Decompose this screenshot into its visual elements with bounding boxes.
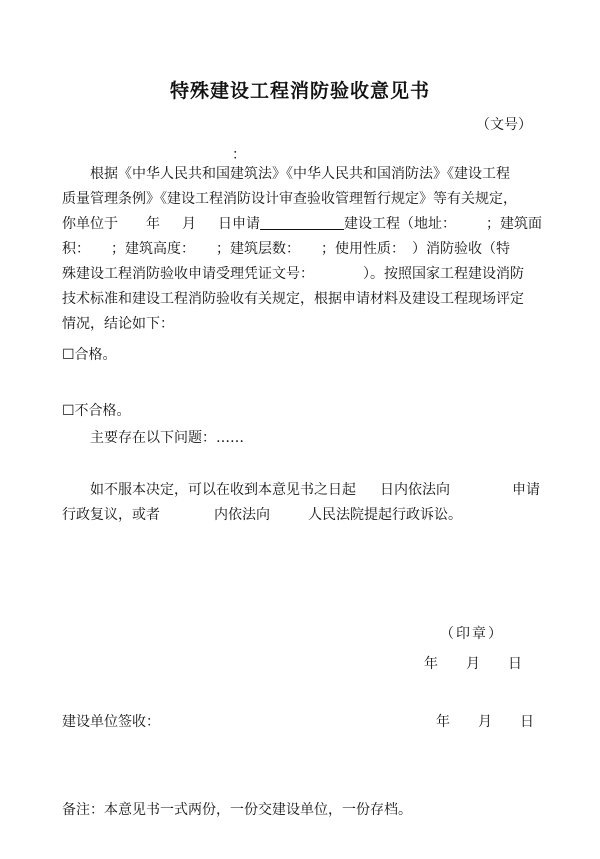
issues-line: 主要存在以下问题：…… bbox=[90, 430, 244, 446]
day-label: 日 bbox=[508, 656, 522, 672]
paragraph-line: 技术标准和建设工程消防验收有关规定，根据申请材料及建设工程现场评定 bbox=[62, 291, 524, 307]
year-label: 年 bbox=[146, 216, 160, 232]
paragraph-line-appeal bbox=[62, 478, 560, 503]
note-text: 备注：本意见书一式两份，一份交建设单位，一份存档。 bbox=[62, 802, 412, 818]
main-paragraph bbox=[62, 162, 560, 337]
month-label: 月 bbox=[466, 656, 480, 672]
paragraph-line: 积： ；建筑高度： ；建筑层数： ；使用性质： ）消防验收（特 bbox=[62, 241, 510, 257]
document-title: 特殊建设工程消防验收意见书 bbox=[169, 80, 430, 102]
issue-date bbox=[424, 653, 522, 673]
appeal-paragraph bbox=[62, 478, 560, 528]
text-fragment: 申请 bbox=[512, 482, 540, 498]
sign-date bbox=[436, 711, 534, 731]
seal-label: （印章） bbox=[440, 626, 504, 642]
option-pass: ☐合格。 bbox=[62, 347, 117, 363]
text-fragment: 内依法向 bbox=[214, 507, 270, 523]
year-label: 年 bbox=[424, 656, 438, 672]
year-label: 年 bbox=[436, 714, 450, 730]
addressee-colon: ： bbox=[232, 147, 246, 163]
sign-label: 建设单位签收： bbox=[62, 714, 160, 730]
text-fragment: 人民法院提起行政诉讼。 bbox=[308, 507, 462, 523]
text-fragment: 日内依法向 bbox=[380, 482, 450, 498]
paragraph-line: 殊建设工程消防验收申请受理凭证文号： ）。按照国家工程建设消防 bbox=[62, 266, 524, 282]
text-fragment: 行政复议，或者 bbox=[62, 507, 160, 523]
option-fail: ☐不合格。 bbox=[62, 403, 131, 419]
paragraph-line-application bbox=[62, 212, 560, 237]
project-name-blank bbox=[260, 214, 344, 230]
day-label: 日申请 bbox=[218, 216, 260, 232]
text-fragment: 你单位于 bbox=[62, 216, 118, 232]
document-number: （文号） bbox=[476, 117, 532, 133]
text-fragment: 如不服本决定，可以在收到本意见书之日起 bbox=[90, 482, 356, 498]
paragraph-line: 情况，结论如下： bbox=[62, 316, 174, 332]
paragraph-line: 根据《中华人民共和国建筑法》《中华人民共和国消防法》《建设工程 bbox=[90, 166, 510, 182]
text-fragment: 建设工程（地址： bbox=[344, 216, 456, 232]
month-label: 月 bbox=[182, 216, 196, 232]
day-label: 日 bbox=[520, 714, 534, 730]
month-label: 月 bbox=[478, 714, 492, 730]
paragraph-line-appeal bbox=[62, 503, 560, 528]
paragraph-line: 质量管理条例》《建设工程消防设计审查验收管理暂行规定》等有关规定， bbox=[62, 191, 517, 207]
text-fragment: ；建筑面 bbox=[486, 216, 542, 232]
